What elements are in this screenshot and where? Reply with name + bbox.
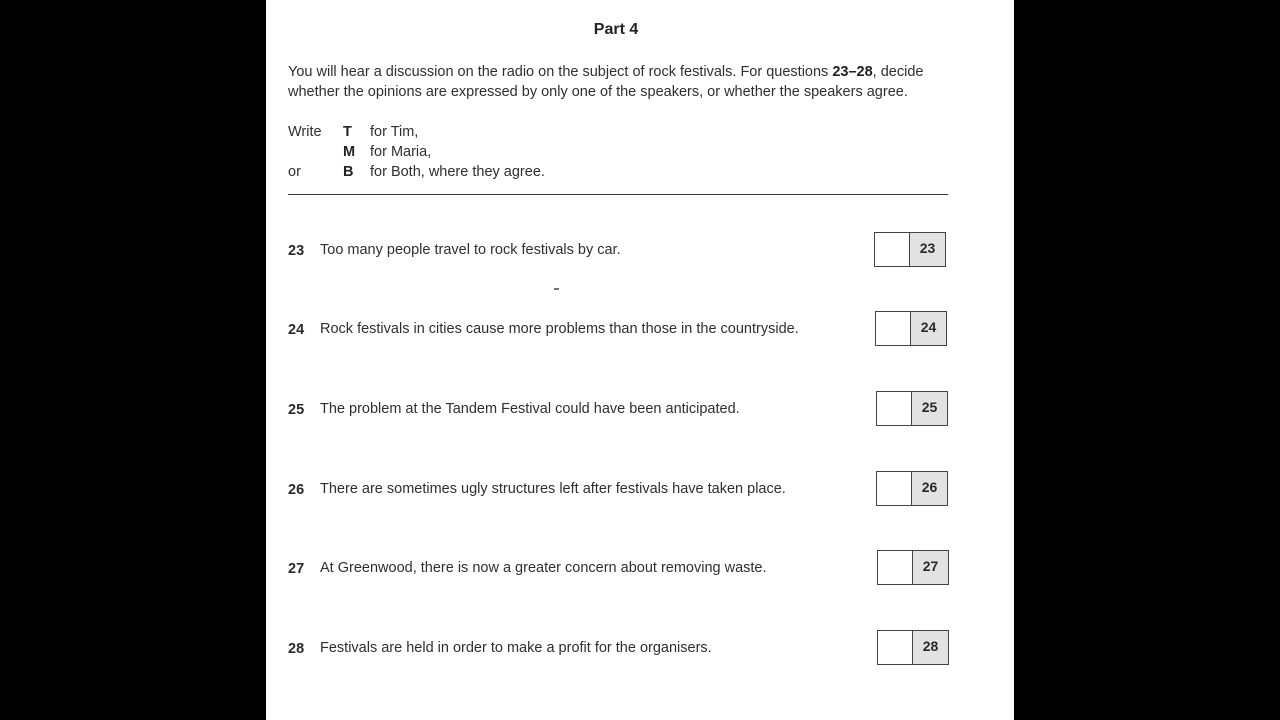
question-text: Rock festivals in cities cause more problems than those in the countryside. <box>320 321 799 337</box>
question-25 <box>288 391 968 429</box>
question-number: 28 <box>288 641 305 657</box>
question-range: 23–28 <box>832 64 873 80</box>
answer-input-area[interactable] <box>875 233 910 266</box>
answer-box-number: 26 <box>912 472 947 505</box>
question-23 <box>288 232 968 270</box>
question-text: There are sometimes ugly structures left after festivals have taken place. <box>320 481 786 497</box>
answer-box[interactable] <box>877 630 949 665</box>
legend-meaning: for Tim, <box>370 124 419 140</box>
answer-input-area[interactable] <box>878 631 913 664</box>
instructions-text-end: , decide whether the opinions are expressed by only one of the speakers, or whether the speakers agree. <box>288 64 924 100</box>
legend-lead: Write <box>288 124 322 140</box>
answer-input-area[interactable] <box>878 551 913 584</box>
legend-letter: B <box>343 164 354 180</box>
instructions <box>288 62 978 102</box>
legend-meaning: for Maria, <box>370 144 432 160</box>
part-title: Part 4 <box>593 21 639 38</box>
answer-box-number: 25 <box>912 392 947 425</box>
answer-box[interactable] <box>875 311 947 346</box>
section-divider <box>288 194 948 195</box>
question-number: 23 <box>288 243 305 259</box>
answer-box[interactable] <box>876 391 948 426</box>
question-text: Festivals are held in order to make a profit for the organisers. <box>320 640 712 656</box>
legend-row <box>288 162 545 182</box>
legend-row <box>288 122 545 142</box>
question-text: Too many people travel to rock festivals by car. <box>320 242 621 258</box>
answer-key-legend <box>288 122 545 182</box>
question-number: 27 <box>288 561 305 577</box>
answer-box-number: 23 <box>910 233 945 266</box>
legend-lead: or <box>288 164 301 180</box>
answer-input-area[interactable] <box>876 312 911 345</box>
question-24 <box>288 311 968 349</box>
answer-box[interactable] <box>877 550 949 585</box>
question-number: 26 <box>288 482 305 498</box>
legend-meaning: for Both, where they agree. <box>370 164 545 180</box>
question-27 <box>288 550 968 588</box>
answer-box-number: 27 <box>913 551 948 584</box>
legend-letter: T <box>343 124 352 140</box>
exam-page <box>266 0 1014 720</box>
answer-box[interactable] <box>876 471 948 506</box>
legend-row <box>288 142 545 162</box>
instructions-text-start: You will hear a discussion on the radio on the subject of rock festivals. For questions <box>288 64 833 80</box>
answer-input-area[interactable] <box>877 472 912 505</box>
answer-box-number: 24 <box>911 312 946 345</box>
answer-box[interactable] <box>874 232 946 267</box>
question-26 <box>288 471 968 509</box>
question-number: 25 <box>288 402 305 418</box>
legend-letter: M <box>343 144 356 160</box>
question-28 <box>288 630 968 668</box>
question-number: 24 <box>288 322 305 338</box>
legend-lead <box>288 142 343 162</box>
stray-pen-mark <box>554 288 559 290</box>
question-text: At Greenwood, there is now a greater concern about removing waste. <box>320 560 767 576</box>
question-text: The problem at the Tandem Festival could have been anticipated. <box>320 401 740 417</box>
answer-input-area[interactable] <box>877 392 912 425</box>
answer-box-number: 28 <box>913 631 948 664</box>
